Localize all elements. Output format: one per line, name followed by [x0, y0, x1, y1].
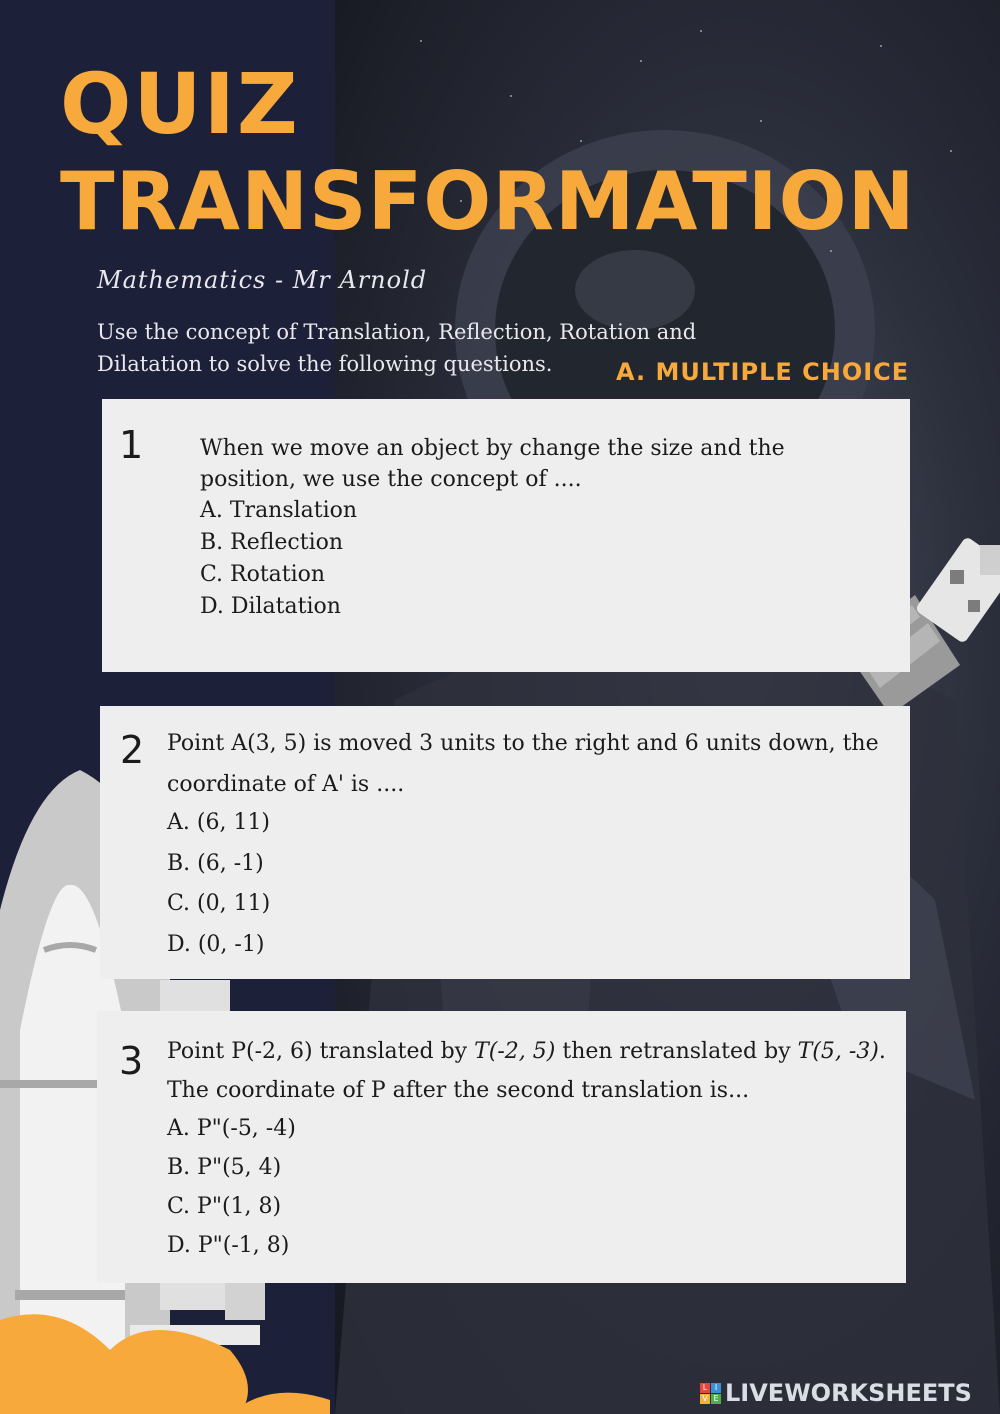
answer-option[interactable]: A. (6, 11) [167, 810, 271, 835]
answer-option[interactable]: B. Reflection [200, 530, 344, 555]
instructions: Use the concept of Translation, Reflection, Rotation and Dilatation to solve the following questions. [97, 320, 697, 376]
watermark-text: LIVEWORKSHEETS [725, 1379, 972, 1407]
star [700, 30, 702, 32]
answer-option[interactable]: C. (0, 11) [167, 891, 271, 916]
section-label: A. MULTIPLE CHOICE [616, 358, 910, 386]
answer-options [167, 803, 270, 965]
answer-option[interactable]: D. (0, -1) [167, 931, 265, 957]
logo-letter: E [711, 1394, 721, 1404]
liveworksheets-logo-icon [700, 1383, 721, 1404]
logo-letter: I [711, 1383, 721, 1393]
answer-option[interactable]: D. Dilatation [200, 594, 341, 619]
answer-option[interactable]: C. Rotation [200, 562, 326, 587]
star [510, 95, 512, 97]
question-text-part: . The coordinate of P after the second translation is... [167, 1039, 886, 1103]
question-card-1 [102, 399, 910, 672]
liveworksheets-watermark [700, 1378, 972, 1408]
star [950, 150, 952, 152]
star [420, 40, 422, 42]
answer-options [167, 1109, 296, 1265]
question-text [167, 1032, 887, 1110]
answer-option[interactable]: B. P"(5, 4) [167, 1155, 282, 1180]
answer-option[interactable]: B. (6, -1) [167, 850, 264, 876]
question-text-part: then retranslated by [555, 1039, 798, 1064]
star [880, 45, 882, 47]
answer-option[interactable]: A. P"(-5, -4) [167, 1116, 296, 1141]
logo-letter: L [700, 1383, 710, 1393]
question-card-2 [100, 706, 910, 979]
star [640, 60, 642, 62]
question-card-3 [97, 1011, 906, 1283]
star [830, 250, 832, 252]
answer-option[interactable]: D. P"(-1, 8) [167, 1233, 290, 1258]
question-text-part: Point P(-2, 6) translated by [167, 1039, 475, 1064]
question-text: Point A(3, 5) is moved 3 units to the right and 6 units down, the coordinate of A' is .... [167, 731, 879, 797]
star [580, 140, 582, 142]
rocket-flame-illustration [0, 1290, 330, 1414]
question-number: 3 [119, 1039, 144, 1083]
question-number: 2 [120, 728, 145, 772]
title-line-2: TRANSFORMATION [60, 155, 916, 248]
logo-letter: V [700, 1394, 710, 1404]
answer-option[interactable]: A. Translation [200, 498, 358, 523]
answer-options [200, 495, 357, 623]
question-text: When we move an object by change the size and the position, we use the concept of .... [200, 436, 785, 492]
answer-option[interactable]: C. P"(1, 8) [167, 1194, 282, 1219]
title-line-1: QUIZ [60, 55, 300, 153]
translation-vector-1: T(-2, 5) [474, 1039, 556, 1064]
translation-vector-2: T(5, -3) [797, 1039, 879, 1064]
question-number: 1 [119, 423, 144, 467]
subtitle: Mathematics - Mr Arnold [97, 266, 428, 294]
star [760, 120, 762, 122]
